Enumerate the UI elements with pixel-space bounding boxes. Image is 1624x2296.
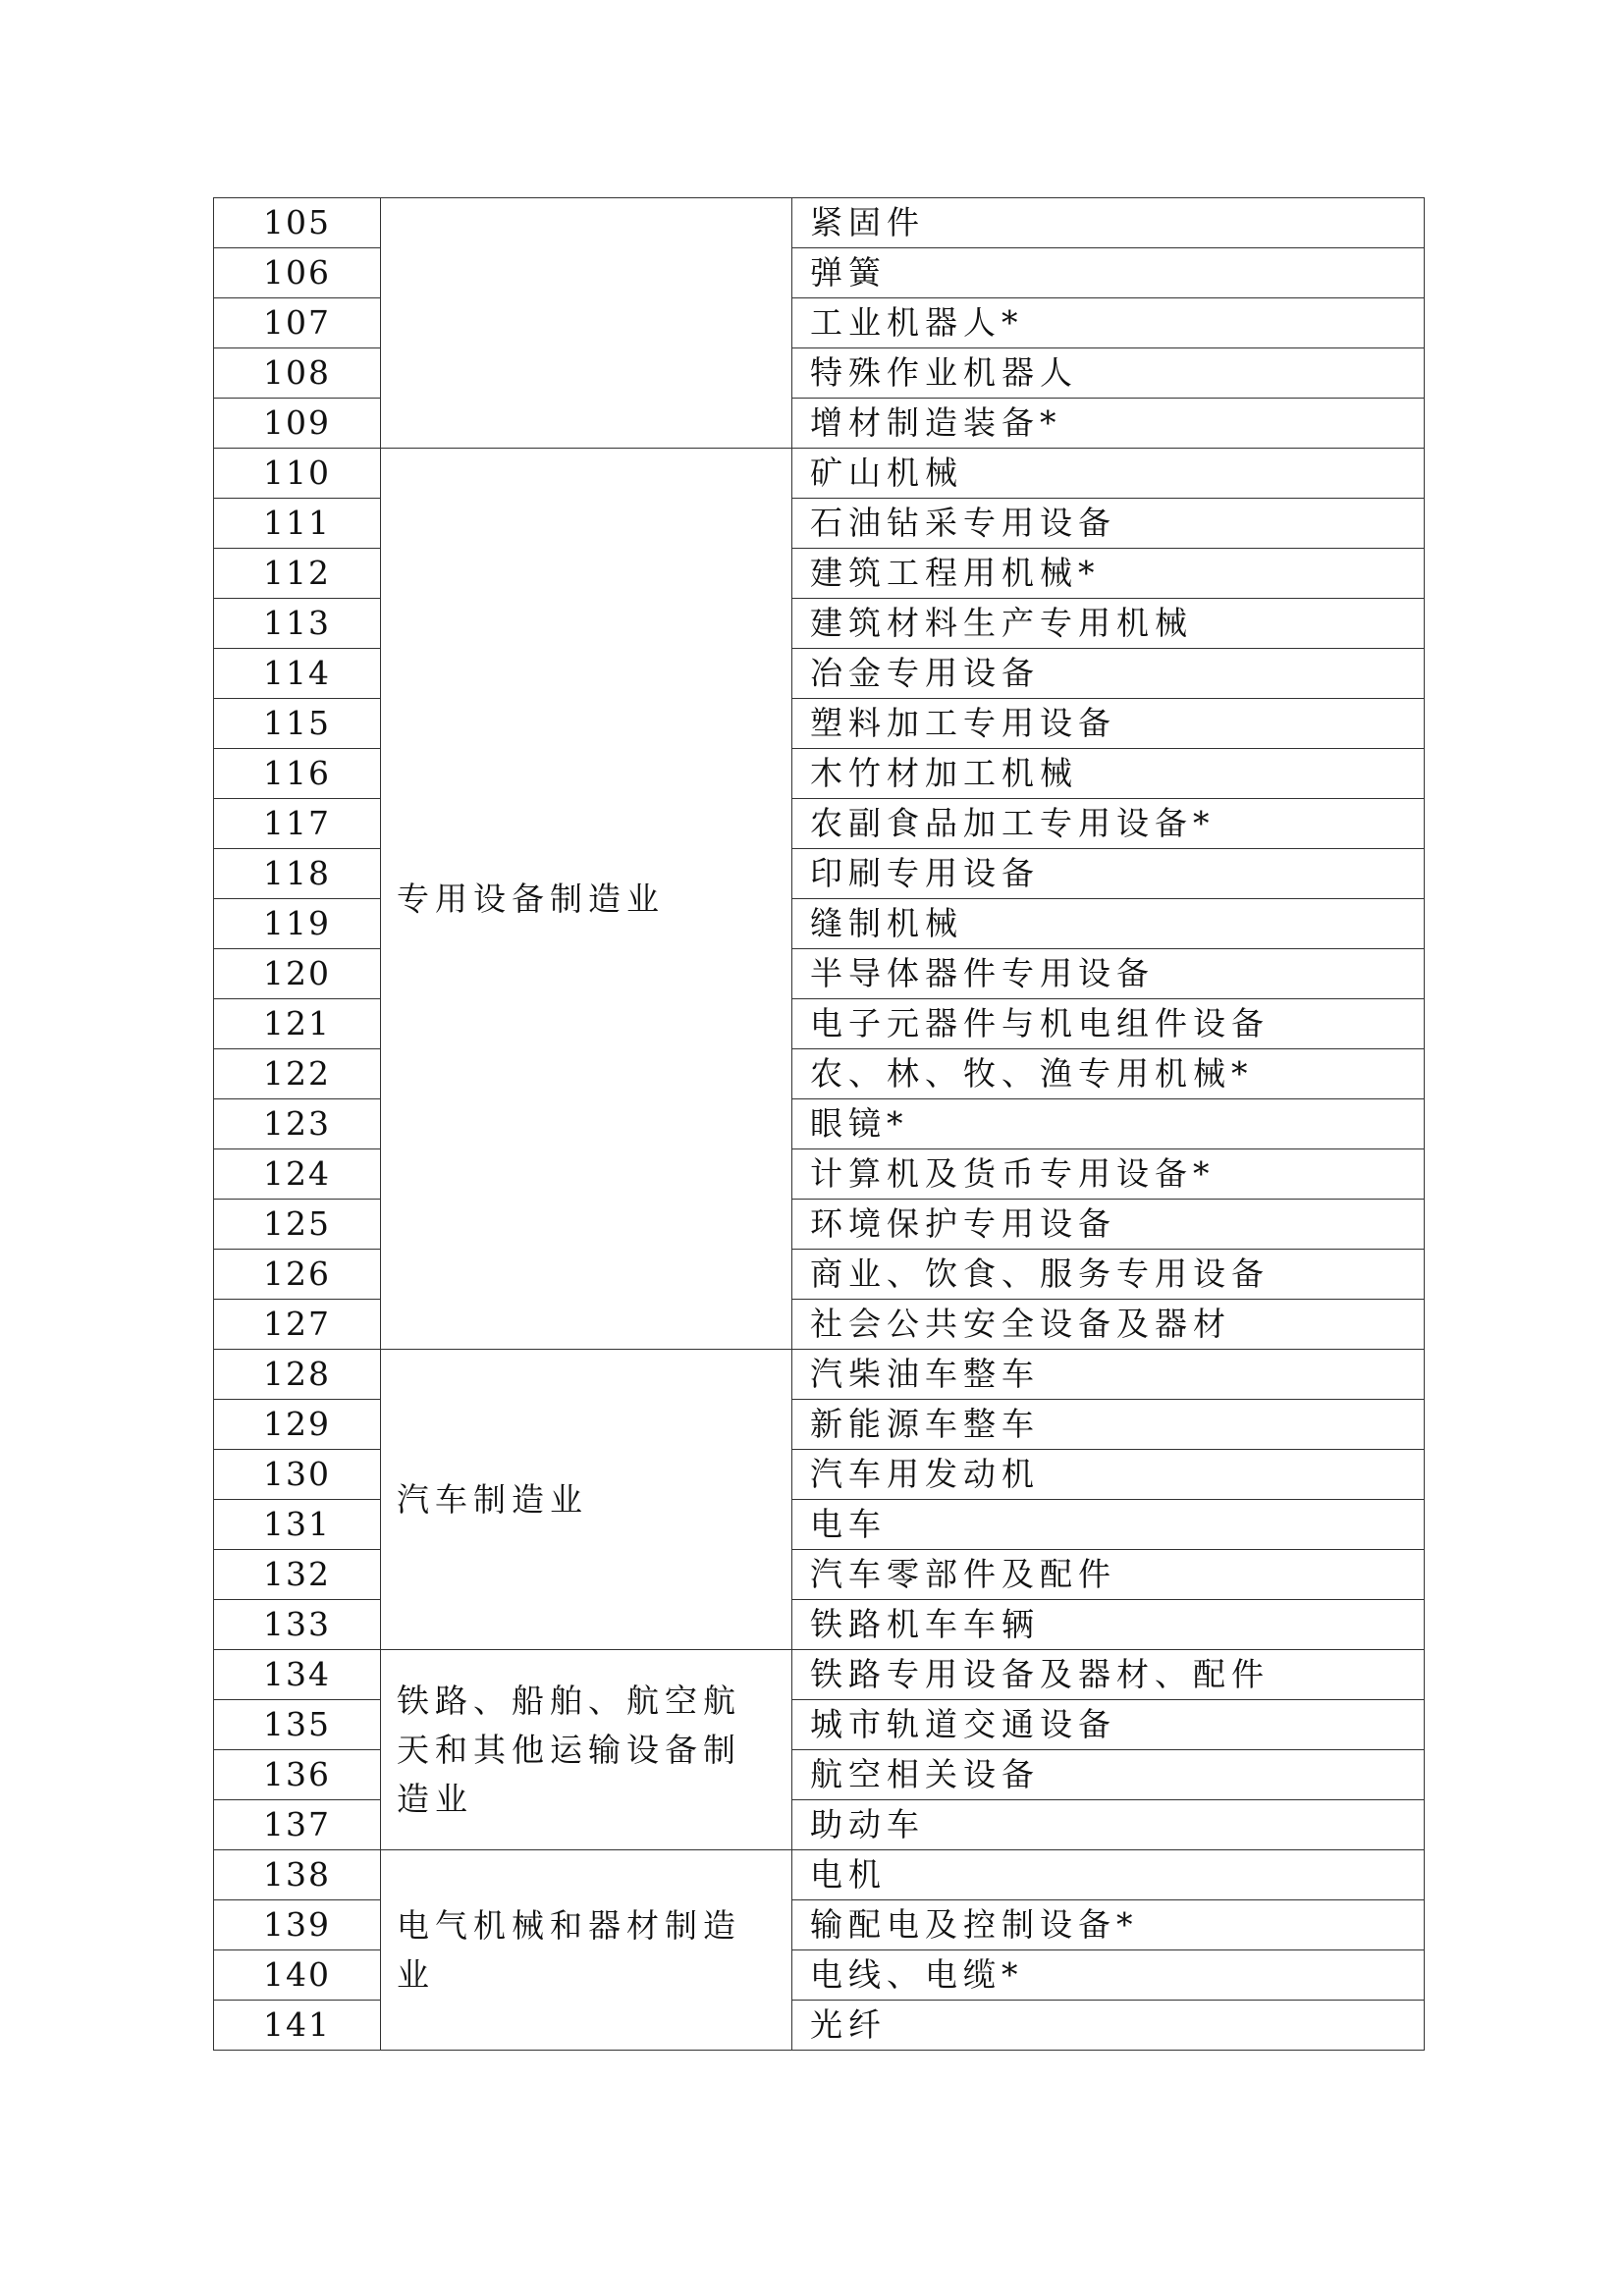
- item-cell: 眼镜*: [792, 1099, 1425, 1149]
- row-number: 105: [214, 198, 381, 248]
- row-number: 106: [214, 248, 381, 298]
- item-cell: 木竹材加工机械: [792, 749, 1425, 799]
- row-number: 118: [214, 849, 381, 899]
- row-number: 140: [214, 1950, 381, 2001]
- row-number: 138: [214, 1850, 381, 1900]
- row-number: 124: [214, 1149, 381, 1200]
- row-number: 130: [214, 1450, 381, 1500]
- row-number: 107: [214, 298, 381, 348]
- item-cell: 输配电及控制设备*: [792, 1900, 1425, 1950]
- table-row: [214, 1350, 1425, 1400]
- item-cell: 塑料加工专用设备: [792, 699, 1425, 749]
- row-number: 123: [214, 1099, 381, 1149]
- item-cell: 弹簧: [792, 248, 1425, 298]
- row-number: 117: [214, 799, 381, 849]
- item-cell: 电线、电缆*: [792, 1950, 1425, 2001]
- table-row: [214, 198, 1425, 248]
- item-cell: 缝制机械: [792, 899, 1425, 949]
- item-cell: 电车: [792, 1500, 1425, 1550]
- row-number: 136: [214, 1750, 381, 1800]
- row-number: 132: [214, 1550, 381, 1600]
- row-number: 115: [214, 699, 381, 749]
- item-cell: 光纤: [792, 2001, 1425, 2051]
- item-cell: 汽车用发动机: [792, 1450, 1425, 1500]
- table-row: [214, 1650, 1425, 1700]
- item-cell: 铁路机车车辆: [792, 1600, 1425, 1650]
- row-number: 112: [214, 549, 381, 599]
- row-number: 109: [214, 399, 381, 449]
- row-number: 126: [214, 1250, 381, 1300]
- item-cell: 工业机器人*: [792, 298, 1425, 348]
- item-cell: 环境保护专用设备: [792, 1200, 1425, 1250]
- category-cell: 汽车制造业: [381, 1350, 792, 1650]
- item-cell: 矿山机械: [792, 449, 1425, 499]
- item-cell: 石油钻采专用设备: [792, 499, 1425, 549]
- row-number: 134: [214, 1650, 381, 1700]
- category-cell: 专用设备制造业: [381, 449, 792, 1350]
- row-number: 111: [214, 499, 381, 549]
- row-number: 128: [214, 1350, 381, 1400]
- item-cell: 建筑工程用机械*: [792, 549, 1425, 599]
- item-cell: 农、林、牧、渔专用机械*: [792, 1049, 1425, 1099]
- row-number: 122: [214, 1049, 381, 1099]
- category-cell: 电气机械和器材制造业: [381, 1850, 792, 2051]
- item-cell: 农副食品加工专用设备*: [792, 799, 1425, 849]
- item-cell: 计算机及货币专用设备*: [792, 1149, 1425, 1200]
- item-cell: 电子元器件与机电组件设备: [792, 999, 1425, 1049]
- item-cell: 冶金专用设备: [792, 649, 1425, 699]
- row-number: 114: [214, 649, 381, 699]
- row-number: 137: [214, 1800, 381, 1850]
- category-cell: [381, 198, 792, 449]
- row-number: 125: [214, 1200, 381, 1250]
- table-body: [214, 198, 1425, 2051]
- row-number: 131: [214, 1500, 381, 1550]
- category-cell: 铁路、船舶、航空航天和其他运输设备制造业: [381, 1650, 792, 1850]
- row-number: 129: [214, 1400, 381, 1450]
- item-cell: 印刷专用设备: [792, 849, 1425, 899]
- item-cell: 铁路专用设备及器材、配件: [792, 1650, 1425, 1700]
- table-row: [214, 1850, 1425, 1900]
- item-cell: 电机: [792, 1850, 1425, 1900]
- row-number: 119: [214, 899, 381, 949]
- industry-table: [213, 197, 1425, 2051]
- item-cell: 汽柴油车整车: [792, 1350, 1425, 1400]
- table-row: [214, 449, 1425, 499]
- row-number: 127: [214, 1300, 381, 1350]
- row-number: 133: [214, 1600, 381, 1650]
- item-cell: 建筑材料生产专用机械: [792, 599, 1425, 649]
- row-number: 139: [214, 1900, 381, 1950]
- row-number: 121: [214, 999, 381, 1049]
- item-cell: 社会公共安全设备及器材: [792, 1300, 1425, 1350]
- row-number: 135: [214, 1700, 381, 1750]
- row-number: 141: [214, 2001, 381, 2051]
- row-number: 113: [214, 599, 381, 649]
- row-number: 116: [214, 749, 381, 799]
- item-cell: 汽车零部件及配件: [792, 1550, 1425, 1600]
- item-cell: 增材制造装备*: [792, 399, 1425, 449]
- item-cell: 特殊作业机器人: [792, 348, 1425, 399]
- row-number: 120: [214, 949, 381, 999]
- item-cell: 助动车: [792, 1800, 1425, 1850]
- row-number: 110: [214, 449, 381, 499]
- item-cell: 新能源车整车: [792, 1400, 1425, 1450]
- item-cell: 商业、饮食、服务专用设备: [792, 1250, 1425, 1300]
- item-cell: 城市轨道交通设备: [792, 1700, 1425, 1750]
- item-cell: 半导体器件专用设备: [792, 949, 1425, 999]
- item-cell: 紧固件: [792, 198, 1425, 248]
- row-number: 108: [214, 348, 381, 399]
- item-cell: 航空相关设备: [792, 1750, 1425, 1800]
